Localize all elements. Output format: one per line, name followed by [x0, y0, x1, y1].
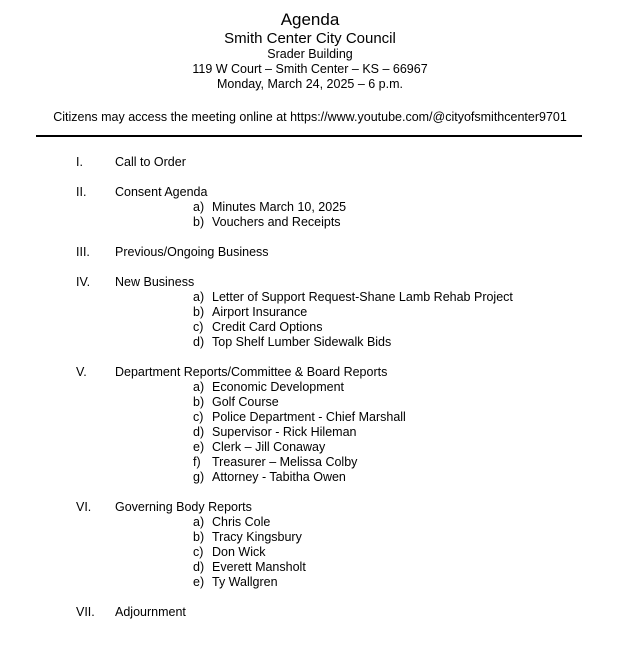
agenda-header — [0, 10, 620, 92]
subitem-letter: e) — [193, 440, 205, 454]
section-numeral: VII. — [76, 605, 95, 619]
subitem-letter: d) — [193, 560, 205, 574]
section-title: New Business — [115, 275, 195, 289]
section-heading — [0, 500, 627, 515]
subitem-text: Minutes March 10, 2025 — [212, 200, 347, 214]
agenda-subitem — [0, 215, 627, 230]
agenda-subitem — [0, 320, 627, 335]
agenda-subitem — [0, 335, 627, 350]
agenda-subitem — [0, 545, 627, 560]
agenda-subitem — [0, 455, 627, 470]
subitem-text: Credit Card Options — [212, 320, 323, 334]
agenda-subitem — [0, 560, 627, 575]
subitem-text: Supervisor - Rick Hileman — [212, 425, 357, 439]
subitem-letter: a) — [193, 380, 205, 394]
subitem-text: Golf Course — [212, 395, 279, 409]
section-title: Adjournment — [115, 605, 186, 619]
section-spacer — [0, 230, 627, 245]
agenda-section — [0, 365, 627, 485]
section-numeral: I. — [76, 155, 83, 169]
subitem-text: Chris Cole — [212, 515, 271, 529]
online-access-notice: Citizens may access the meeting online at https://www.youtube.com/@cityofsmithcenter9701 — [53, 110, 567, 124]
agenda-section — [0, 185, 627, 230]
subitem-text: Tracy Kingsbury — [212, 530, 302, 544]
subitem-letter: a) — [193, 290, 205, 304]
subitem-text: Economic Development — [212, 380, 345, 394]
organization-name: Smith Center City Council — [224, 30, 396, 47]
section-heading — [0, 245, 627, 260]
subitem-letter: f) — [193, 455, 201, 469]
section-heading — [0, 275, 627, 290]
subitem-text: Attorney - Tabitha Owen — [212, 470, 346, 484]
subitem-text: Airport Insurance — [212, 305, 308, 319]
agenda-section — [0, 500, 627, 590]
subitem-letter: b) — [193, 215, 205, 229]
agenda-section — [0, 605, 627, 620]
agenda-subitem — [0, 575, 627, 590]
page-title: Agenda — [280, 10, 340, 29]
subitem-letter: c) — [193, 320, 204, 334]
section-spacer — [0, 170, 627, 185]
section-numeral: II. — [76, 185, 87, 199]
section-spacer — [0, 260, 627, 275]
section-title: Call to Order — [115, 155, 186, 169]
section-numeral: V. — [76, 365, 87, 379]
section-heading — [0, 365, 627, 380]
building-name: Srader Building — [267, 47, 353, 61]
section-numeral: VI. — [76, 500, 92, 514]
section-heading — [0, 185, 627, 200]
section-heading — [0, 605, 627, 620]
subitem-text: Everett Mansholt — [212, 560, 306, 574]
section-title: Previous/Ongoing Business — [115, 245, 269, 259]
subitem-letter: a) — [193, 515, 205, 529]
agenda-subitem — [0, 470, 627, 485]
subitem-letter: a) — [193, 200, 205, 214]
section-title: Governing Body Reports — [115, 500, 252, 514]
subitem-text: Letter of Support Request-Shane Lamb Rehab Project — [212, 290, 513, 304]
section-spacer — [0, 590, 627, 605]
agenda-subitem — [0, 425, 627, 440]
subitem-letter: e) — [193, 575, 205, 589]
agenda-subitem — [0, 395, 627, 410]
agenda-subitem — [0, 410, 627, 425]
subitem-letter: c) — [193, 410, 204, 424]
section-title: Consent Agenda — [115, 185, 208, 199]
subitem-text: Police Department - Chief Marshall — [212, 410, 406, 424]
subitem-text: Treasurer – Melissa Colby — [212, 455, 358, 469]
subitem-text: Ty Wallgren — [212, 575, 278, 589]
subitem-letter: b) — [193, 530, 205, 544]
subitem-text: Top Shelf Lumber Sidewalk Bids — [212, 335, 392, 349]
agenda-subitem — [0, 515, 627, 530]
section-spacer — [0, 485, 627, 500]
agenda-subitem — [0, 200, 627, 215]
divider — [36, 135, 582, 137]
subitem-letter: d) — [193, 425, 205, 439]
agenda-section — [0, 275, 627, 350]
agenda-subitem — [0, 440, 627, 455]
agenda-section — [0, 245, 627, 260]
subitem-letter: g) — [193, 470, 205, 484]
subitem-text: Don Wick — [212, 545, 266, 559]
agenda-subitem — [0, 290, 627, 305]
section-title: Department Reports/Committee & Board Reports — [115, 365, 388, 379]
subitem-text: Vouchers and Receipts — [212, 215, 341, 229]
agenda-list — [0, 155, 627, 620]
subitem-letter: c) — [193, 545, 204, 559]
agenda-subitem — [0, 380, 627, 395]
agenda-subitem — [0, 305, 627, 320]
subitem-letter: b) — [193, 305, 205, 319]
meeting-datetime: Monday, March 24, 2025 – 6 p.m. — [217, 77, 403, 91]
subitem-text: Clerk – Jill Conaway — [212, 440, 326, 454]
agenda-subitem — [0, 530, 627, 545]
subitem-letter: b) — [193, 395, 205, 409]
section-spacer — [0, 350, 627, 365]
subitem-letter: d) — [193, 335, 205, 349]
section-numeral: III. — [76, 245, 90, 259]
agenda-section — [0, 155, 627, 170]
section-heading — [0, 155, 627, 170]
address: 119 W Court – Smith Center – KS – 66967 — [192, 62, 428, 76]
section-numeral: IV. — [76, 275, 91, 289]
